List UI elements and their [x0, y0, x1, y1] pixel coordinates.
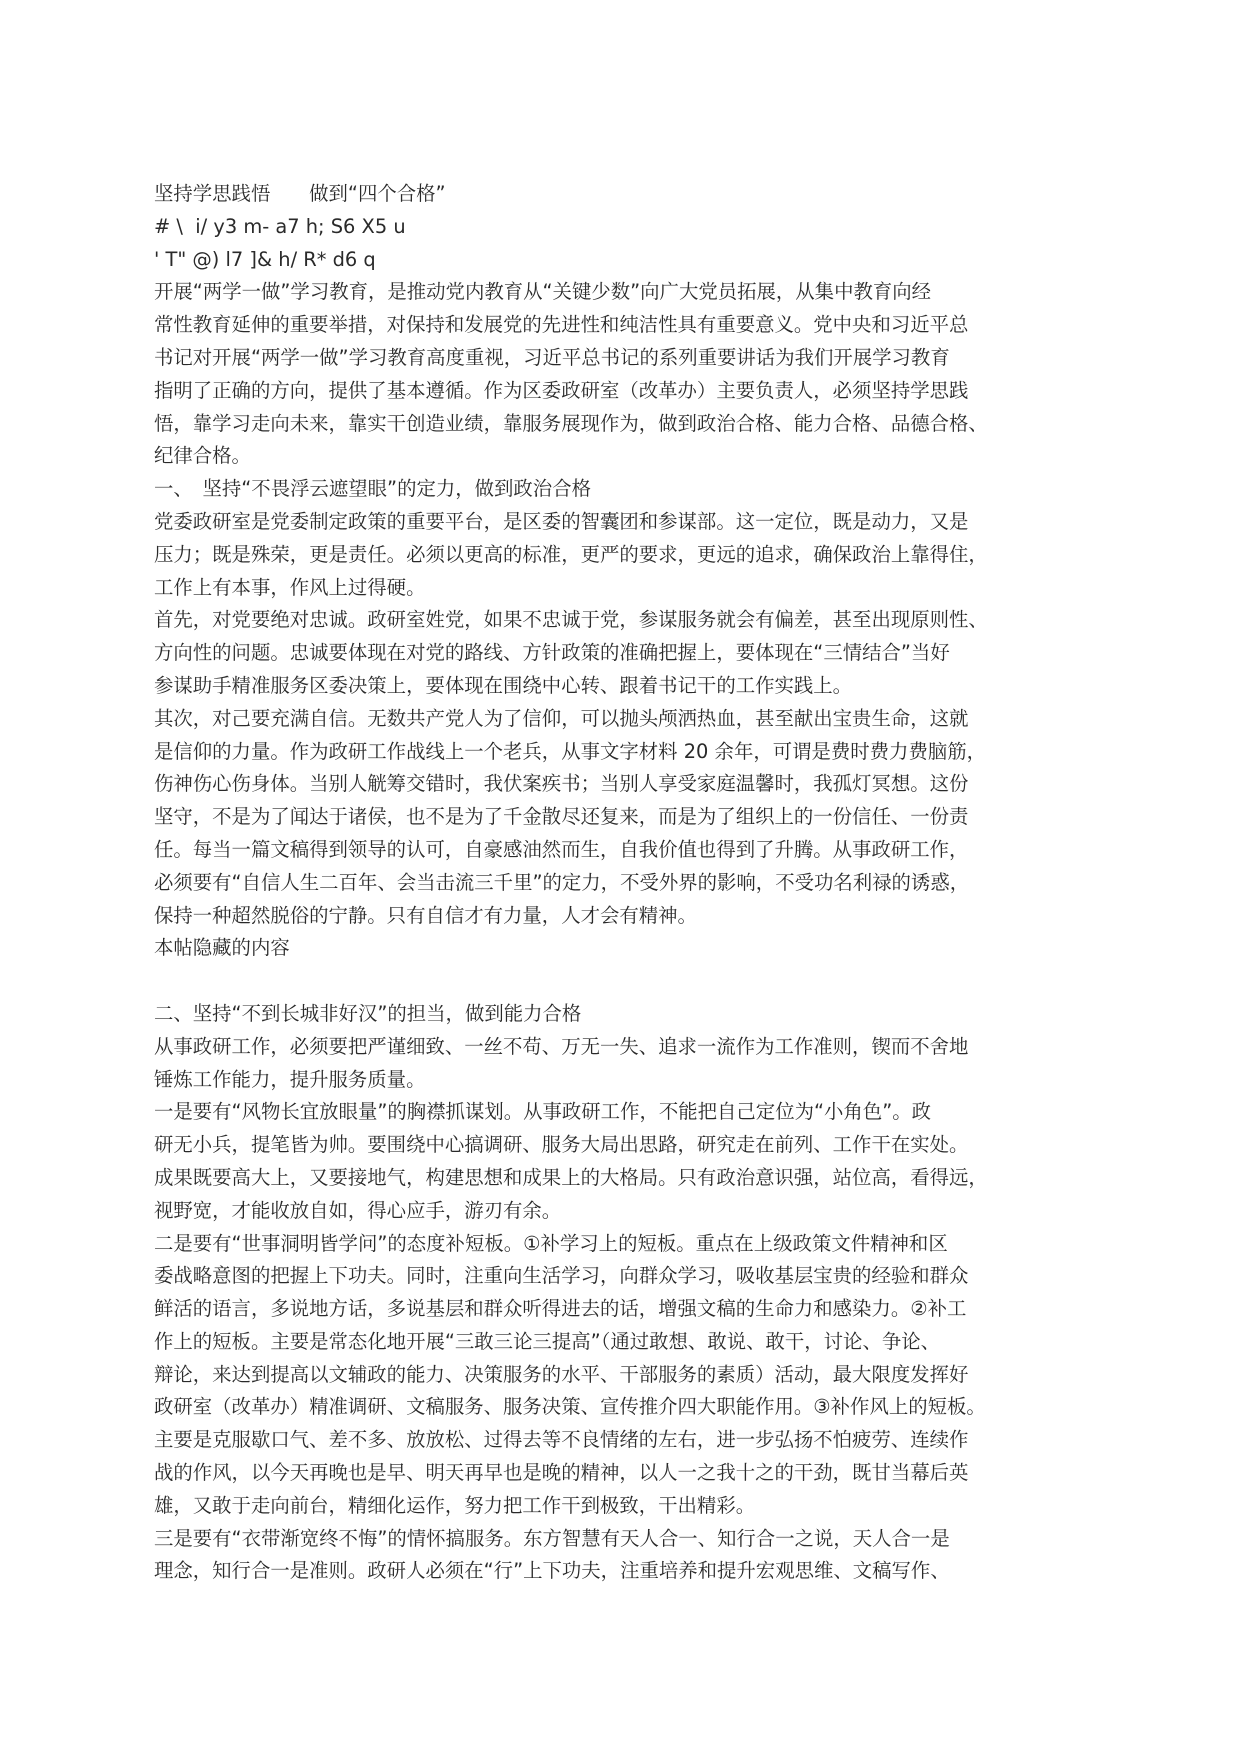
text-line: 方向性的问题。忠诚要体现在对党的路线、方针政策的准确把握上，要体现在“三情结合”当好: [154, 641, 950, 665]
blank-line: [154, 965, 1094, 998]
text-line: 锤炼工作能力，提升服务质量。: [154, 1067, 426, 1091]
text-line: 任。每当一篇文稿得到领导的认可，自豪感油然而生，自我价值也得到了升腾。从事政研工作，: [154, 837, 969, 861]
text-line: 首先，对党要绝对忠诚。政研室姓党，如果不忠诚于党，参谋服务就会有偏差，甚至出现原则性、: [154, 608, 988, 632]
document-title: 坚持学思践悟 做到“四个合格”: [154, 182, 446, 205]
text-line: 理念，知行合一是准则。政研人必须在“行”上下功夫，注重培养和提升宏观思维、文稿写作、: [154, 1559, 950, 1583]
text-line: 从事政研工作，必须要把严谨细致、一丝不苟、万无一失、追求一流作为工作准则，锲而不舍地: [154, 1034, 969, 1058]
noise-line: ' T" @) l7 ]& h/ R* d6 q: [154, 247, 376, 271]
text-line: 书记对开展“两学一做”学习教育高度重视，习近平总书记的系列重要讲话为我们开展学习教育: [154, 345, 950, 369]
section-heading-1: 一、 坚持“不畏浮云遮望眼”的定力，做到政治合格: [154, 477, 591, 501]
text-line: 工作上有本事，作风上过得硬。: [154, 575, 426, 599]
section-body-2: [154, 1031, 1094, 1589]
section-body-1: [154, 506, 1094, 965]
text-line: 主要是克服歇口气、差不多、放放松、过得去等不良情绪的左右，进一步弘扬不怕疲劳、连续作: [154, 1428, 969, 1452]
text-line: 保持一种超然脱俗的宁静。只有自信才有力量，人才会有精神。: [154, 903, 697, 927]
section-heading-2: 二、坚持“不到长城非好汉”的担当，做到能力合格: [154, 1001, 582, 1025]
text-line: 指明了正确的方向，提供了基本遵循。作为区委政研室（改革办）主要负责人，必须坚持学思践: [154, 378, 969, 402]
text-line: 作上的短板。主要是常态化地开展“三敢三论三提高”（通过敢想、敢说、敢干，讨论、争论、: [154, 1329, 941, 1353]
text-line: 坚守，不是为了闻达于诸侯，也不是为了千金散尽还复来，而是为了组织上的一份信任、一份责: [154, 805, 969, 829]
text-line: 战的作风，以今天再晚也是早、明天再早也是晚的精神，以人一之我十之的干劲，既甘当幕后英: [154, 1461, 969, 1485]
text-line: 雄，又敢于走向前台，精细化运作，努力把工作干到极致，干出精彩。: [154, 1493, 756, 1517]
text-line: 开展“两学一做”学习教育，是推动党内教育从“关键少数”向广大党员拓展，从集中教育向经: [154, 280, 932, 304]
text-line: 压力；既是殊荣，更是责任。必须以更高的标准，更严的要求，更远的追求，确保政治上靠得住，: [154, 542, 988, 566]
text-line: 研无小兵，提笔皆为帅。要围绕中心搞调研、服务大局出思路，研究走在前列、工作干在实处。: [154, 1133, 969, 1157]
text-line: 视野宽，才能收放自如，得心应手，游刃有余。: [154, 1198, 562, 1222]
text-line: 伤神伤心伤身体。当别人觥筹交错时，我伏案疾书；当别人享受家庭温馨时，我孤灯冥想。这份: [154, 772, 969, 796]
text-line: 鲜活的语言，多说地方话，多说基层和群众听得进去的话，增强文稿的生命力和感染力。②补工: [154, 1297, 967, 1321]
text-line: 成果既要高大上，又要接地气，构建思想和成果上的大格局。只有政治意识强，站位高，看得远，: [154, 1165, 988, 1189]
text-line: 悟，靠学习走向未来，靠实干创造业绩，靠服务展现作为，做到政治合格、能力合格、品德合格、: [154, 411, 988, 435]
text-line: 二是要有“世事洞明皆学问”的态度补短板。①补学习上的短板。重点在上级政策文件精神和区: [154, 1231, 948, 1255]
text-line: 辩论，来达到提高以文辅政的能力、决策服务的水平、干部服务的素质）活动，最大限度发挥好: [154, 1362, 969, 1386]
noise-line: # \ i/ y3 m- a7 h; S6 X5 u: [154, 214, 406, 238]
document-page: [154, 178, 1094, 1588]
text-line: 常性教育延伸的重要举措，对保持和发展党的先进性和纯洁性具有重要意义。党中央和习近平总: [154, 313, 969, 337]
text-line: 委战略意图的把握上下功夫。同时，注重向生活学习，向群众学习，吸收基层宝贵的经验和群众: [154, 1264, 969, 1288]
text-line: 纪律合格。: [154, 444, 251, 468]
text-line: 参谋助手精准服务区委决策上，要体现在围绕中心转、跟着书记干的工作实践上。: [154, 673, 853, 697]
text-line: 其次，对己要充满自信。无数共产党人为了信仰，可以抛头颅洒热血，甚至献出宝贵生命，这就: [154, 706, 969, 730]
intro-paragraph: [154, 276, 1094, 473]
text-line: 一是要有“风物长宜放眼量”的胸襟抓谋划。从事政研工作，不能把自己定位为“小角色”。政: [154, 1100, 932, 1124]
hidden-content-label: 本帖隐藏的内容: [154, 936, 290, 960]
text-line: 政研室（改革办）精准调研、文稿服务、服务决策、宣传推介四大职能作用。③补作风上的短板。: [154, 1395, 986, 1419]
text-line: 党委政研室是党委制定政策的重要平台，是区委的智囊团和参谋部。这一定位，既是动力，又是: [154, 509, 969, 533]
text-line: 三是要有“衣带渐宽终不悔”的情怀搞服务。东方智慧有天人合一、知行合一之说，天人合一是: [154, 1526, 950, 1550]
text-line: 必须要有“自信人生二百年、会当击流三千里”的定力，不受外界的影响，不受功名利禄的诱惑，: [154, 870, 970, 894]
text-line: 是信仰的力量。作为政研工作战线上一个老兵，从事文字材料 20 余年，可谓是费时费力费脑筋，: [154, 739, 987, 763]
